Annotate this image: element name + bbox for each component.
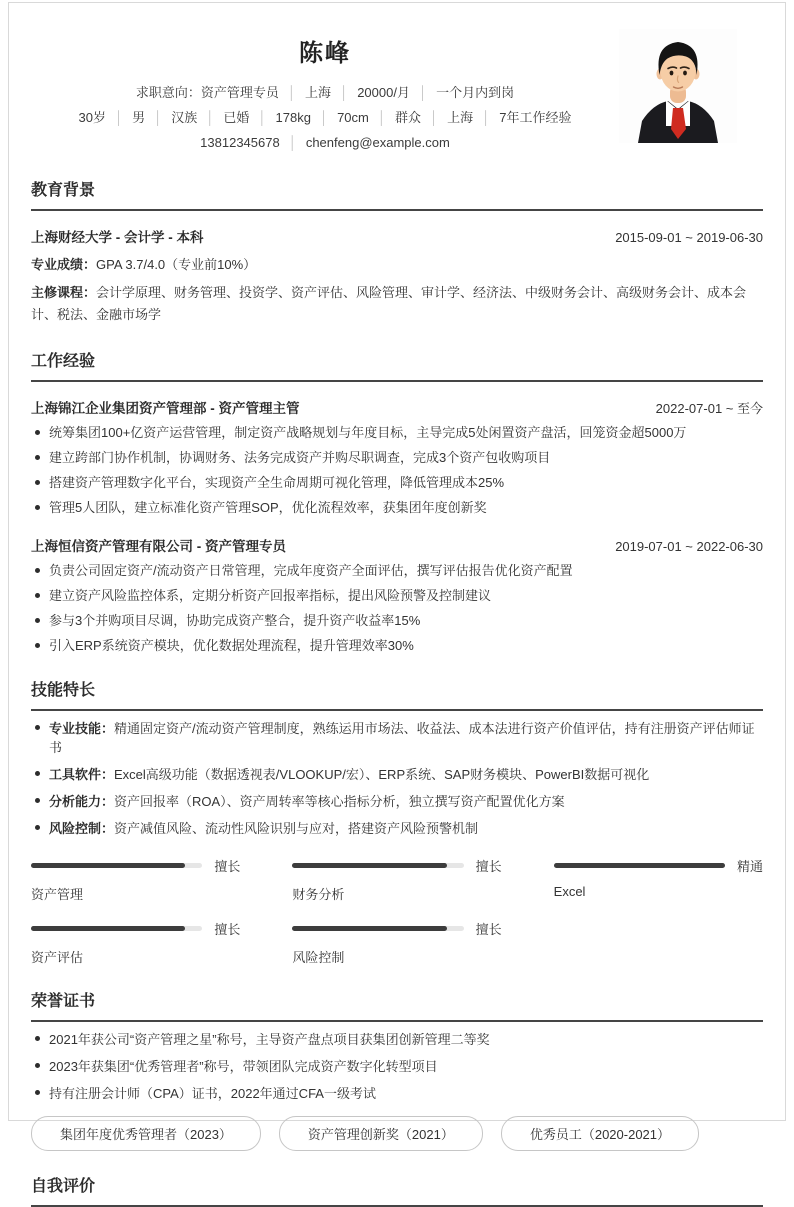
phone-number: 13812345678 [200,135,280,150]
section-self-eval [31,1173,763,1207]
skill-bar-fill [292,863,446,868]
job-bullet: 引入ERP系统资产模块，优化数据处理流程，提升管理效率30% [31,637,763,655]
divider: │ [258,110,267,125]
info-item: 上海 [447,110,474,125]
skill-bar-fill [292,926,446,931]
info-item: 30岁 [78,110,106,125]
skill-bar-track [292,926,463,931]
divider: │ [319,110,329,125]
avatar-illustration [619,29,737,143]
section-title-self-eval: 自我评价 [31,1173,763,1207]
gpa-label: 专业成绩： [31,257,97,272]
divider: │ [154,110,163,125]
skill-text: Excel高级功能（数据透视表/VLOOKUP/宏）、ERP系统、SAP财务模块、PowerBI数据可视化 [114,767,650,782]
resume-header [31,29,763,155]
skill-name: 财务分析 [292,887,345,902]
skill-bar [292,919,501,966]
section-work [31,348,763,655]
job-period: 2019-07-01 ~ 2022-06-30 [615,539,763,554]
skill-bar-track [31,863,202,868]
job-bullet: 管理5人团队，建立标准化资产管理SOP，优化流程效率，获集团年度创新奖 [31,499,763,517]
honor-bullet: 2023年获集团“优秀管理者”称号，带领团队完成资产数字化转型项目 [31,1057,763,1076]
divider: │ [288,135,297,150]
divider: │ [377,110,386,125]
info-item: 178kg [275,110,311,125]
skill-bullet [31,719,763,757]
job-bullet-list [31,424,763,517]
job-entry-header [31,397,763,417]
job-bullet: 负责公司固定资产/流动资产日常管理，完成年度资产全面评估，撰写评估报告优化资产配置 [31,562,763,580]
courses-label: 主修课程： [31,285,97,300]
info-item: 已婚 [223,110,250,125]
info-item: 70cm [337,110,369,125]
info-item: 汉族 [171,110,198,125]
skill-label: 风险控制： [49,821,115,836]
email-address: chenfeng@example.com [305,135,450,150]
contact-line [31,130,619,155]
company-role: 上海恒信资产管理有限公司 - 资产管理专员 [31,539,286,554]
info-item: 男 [132,110,146,125]
divider: │ [114,110,124,125]
education-entry-header [31,226,763,246]
profile-photo [619,29,737,143]
education-period: 2015-09-01 ~ 2019-06-30 [615,230,763,245]
skill-bar-empty [554,919,763,966]
skill-name: 资产管理 [31,887,84,902]
skill-bar [31,856,240,903]
section-education [31,177,763,326]
courses-value: 会计学原理、财务管理、投资学、资产评估、风险管理、审计学、经济法、中级财务会计、高级财务会计、成本会计、税法、金融市场学 [31,285,747,322]
honor-bullet-list [31,1030,763,1103]
skill-bar-row [31,919,240,938]
honor-badge: 优秀员工（2020-2021） [501,1116,699,1151]
job-intent-line [31,80,619,105]
info-item: 群众 [394,110,421,125]
courses-line [31,282,763,326]
section-title-skills: 技能特长 [31,677,763,711]
skill-level: 擅长 [475,922,502,937]
skill-bullet [31,819,763,838]
section-honors [31,988,763,1151]
honor-bullet: 2021年获公司“资产管理之星”称号，主导资产盘点项目获集团创新管理二等奖 [31,1030,763,1049]
intent-item: 20000/月 [357,85,410,100]
honor-bullet: 持有注册会计师（CPA）证书，2022年通过CFA一级考试 [31,1084,763,1103]
skill-bars-grid [31,856,763,966]
job-bullet-list [31,562,763,655]
section-title-work: 工作经验 [31,348,763,382]
skill-label: 专业技能： [49,721,115,736]
skill-bar-track [554,863,725,868]
skill-name: 风险控制 [292,950,345,965]
intent-item: 求职意向：资产管理专员 [135,85,279,100]
skill-bar-track [292,863,463,868]
personal-info-line [31,105,619,130]
job-bullet: 建立资产风险监控体系，定期分析资产回报率指标，提出风险预警及控制建议 [31,587,763,605]
skill-text: 资产回报率（ROA）、资产周转率等核心指标分析，独立撰写资产配置优化方案 [114,794,565,809]
honor-badge: 资产管理创新奖（2021） [279,1116,483,1151]
section-title-honors: 荣誉证书 [31,988,763,1022]
skill-bar-track [31,926,202,931]
skill-bar-fill [554,863,725,868]
skill-label: 工具软件： [49,767,115,782]
skill-level: 精通 [736,859,763,874]
skill-text: 精通固定资产/流动资产管理制度，熟练运用市场法、收益法、成本法进行资产价值评估，持有注册资产评估师证书 [49,721,755,755]
divider: │ [287,85,297,100]
skill-bullet-list [31,719,763,838]
divider: │ [418,85,428,100]
job-bullet: 建立跨部门协作机制，协调财务、法务完成资产并购尽职调查，完成3个资产包收购项目 [31,449,763,467]
intent-item: 上海 [305,85,332,100]
skill-bullet [31,792,763,811]
skill-level: 擅长 [475,859,502,874]
company-role: 上海锦江企业集团资产管理部 - 资产管理主管 [31,401,300,416]
skill-bar-row [292,856,501,875]
skill-text: 资产减值风险、流动性风险识别与应对，搭建资产风险预警机制 [114,821,479,836]
skill-bar-fill [31,863,185,868]
skill-bar [31,919,240,966]
intent-item: 一个月内到岗 [436,85,515,100]
job-bullet: 搭建资产管理数字化平台，实现资产全生命周期可视化管理，降低管理成本25% [31,474,763,492]
divider: │ [206,110,215,125]
skill-bullet [31,765,763,784]
section-skills [31,677,763,966]
header-text-block [31,29,619,155]
job-bullet: 统筹集团100+亿资产运营管理，制定资产战略规划与年度目标，主导完成5处闲置资产盘活，回笼资金超5000万 [31,424,763,442]
honor-badge: 集团年度优秀管理者（2023） [31,1116,261,1151]
skill-level: 擅长 [214,859,241,874]
skill-bar-row [31,856,240,875]
divider: │ [340,85,349,100]
divider: │ [430,110,439,125]
job-period: 2022-07-01 ~ 至今 [655,401,763,416]
skill-bar-row [554,856,763,875]
job-bullet: 参与3个并购项目尽调，协助完成资产整合，提升资产收益率15% [31,612,763,630]
info-item: 7年工作经验 [499,110,572,125]
gpa-value: GPA 3.7/4.0（专业前10%） [96,257,257,272]
honor-badges [31,1116,763,1151]
skill-bar-row [292,919,501,938]
skill-label: 分析能力： [49,794,115,809]
skill-level: 擅长 [214,922,241,937]
skill-bar [292,856,501,903]
resume-page [8,2,786,1195]
school-degree: 上海财经大学 - 会计学 - 本科 [31,230,204,245]
candidate-name: 陈峰 [299,40,351,67]
skill-bar [554,856,763,903]
gpa-line [31,254,763,276]
skill-name: 资产评估 [31,950,84,965]
skill-bar-fill [31,926,185,931]
divider: │ [482,110,491,125]
skill-name: Excel [553,884,586,899]
section-title-education: 教育背景 [31,177,763,211]
job-entry-header [31,535,763,555]
